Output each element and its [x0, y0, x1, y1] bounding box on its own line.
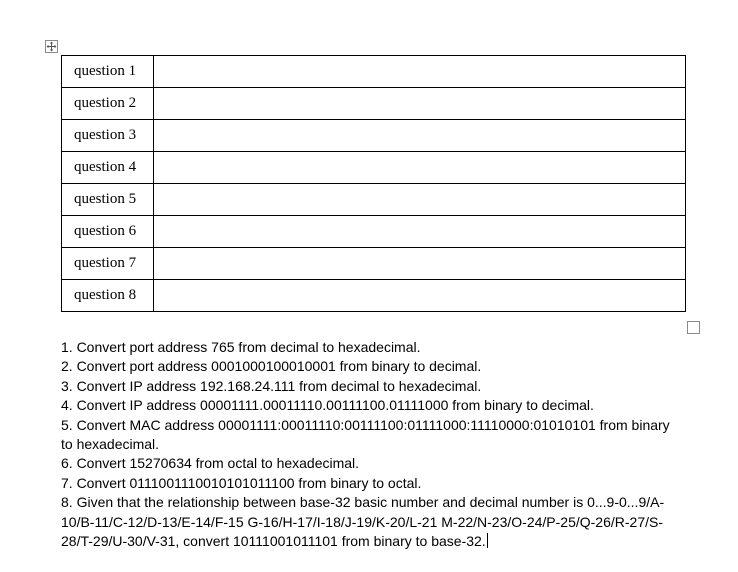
answer-cell[interactable] — [154, 280, 686, 312]
question-text-6[interactable]: 6. Convert 15270634 from octal to hexadecimal. — [61, 455, 360, 472]
answer-cell[interactable] — [154, 216, 686, 248]
table-move-handle-icon[interactable] — [45, 40, 58, 53]
question-list — [61, 338, 681, 551]
question-text-4[interactable]: 4. Convert IP address 00001111.00011110.00111100.01111000 from binary to decimal. — [61, 397, 594, 414]
table-row — [62, 280, 686, 312]
answer-cell[interactable] — [154, 152, 686, 184]
question-label-cell[interactable]: question 1 — [62, 56, 154, 88]
question-text-5[interactable]: 5. Convert MAC address 00001111:00011110:00111100:01111000:11110000:01010101 from binary to hexadecimal. — [61, 416, 670, 453]
answer-cell[interactable] — [154, 120, 686, 152]
question-label-cell[interactable]: question 4 — [62, 152, 154, 184]
question-text-2[interactable]: 2. Convert port address 0001000100010001 from binary to decimal. — [61, 358, 482, 375]
answer-cell[interactable] — [154, 88, 686, 120]
question-text-8: 8. Given that the relationship between base-32 basic number and decimal number is 0...9-0...9/A-10/B-11/C-12/D-13/E-14/F-15 G-16/H-17/I-18/J-19/K-20/L-21 M-22/N-23/O-24/P-25/Q-26/R-27/S-28/T-29/U-30/V-31, convert 10111001011101 from binary to base-32. — [61, 494, 665, 550]
answer-table — [61, 55, 686, 312]
four-way-arrow-icon — [46, 41, 57, 52]
text-cursor — [487, 533, 488, 548]
question-text-1[interactable]: 1. Convert port address 765 from decimal to hexadecimal. — [61, 339, 421, 355]
question-label-cell[interactable]: question 3 — [62, 120, 154, 152]
answer-cell[interactable] — [154, 56, 686, 88]
question-text-3[interactable]: 3. Convert IP address 192.168.24.111 from decimal to hexadecimal. — [61, 377, 482, 394]
table-row — [62, 216, 686, 248]
question-label-cell[interactable]: question 5 — [62, 184, 154, 216]
table-row — [62, 88, 686, 120]
table-row — [62, 152, 686, 184]
question-text-7[interactable]: 7. Convert 0111001110010101011100 from binary to octal. — [61, 474, 422, 491]
table-row — [62, 248, 686, 280]
answer-cell[interactable] — [154, 248, 686, 280]
question-label-cell[interactable]: question 2 — [62, 88, 154, 120]
table-row — [62, 120, 686, 152]
question-label-cell[interactable]: question 6 — [62, 216, 154, 248]
table-row — [62, 56, 686, 88]
table-resize-handle-icon[interactable] — [687, 321, 700, 334]
question-label-cell[interactable]: question 8 — [62, 280, 154, 312]
question-text-8-paragraph[interactable] — [61, 493, 681, 551]
table-row — [62, 184, 686, 216]
question-label-cell[interactable]: question 7 — [62, 248, 154, 280]
answer-cell[interactable] — [154, 184, 686, 216]
